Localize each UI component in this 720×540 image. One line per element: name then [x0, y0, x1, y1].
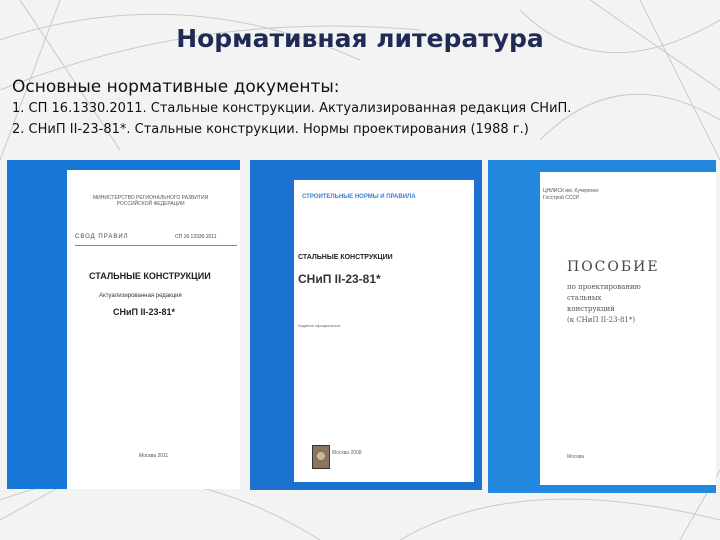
cover-series: СТРОИТЕЛЬНЫЕ НОРМЫ И ПРАВИЛА: [302, 194, 416, 200]
slide-subtitle: Основные нормативные документы:: [12, 77, 340, 97]
cover-page: [540, 172, 716, 485]
cover-publisher: МИНИСТЕРСТВО РЕГИОНАЛЬНОГО РАЗВИТИЯ РОССИЙСКОЙ ФЕДЕРАЦИИ: [93, 195, 209, 207]
manual-cover-image: [488, 160, 716, 493]
cover-city: Москва: [567, 454, 585, 460]
slide-title: Нормативная литература: [176, 24, 544, 53]
cover-official-note: Издание официальное: [298, 323, 341, 328]
cover-title: ПОСОБИЕ: [567, 259, 660, 275]
cover-series: СВОД ПРАВИЛ: [75, 234, 129, 240]
cover-topic: СТАЛЬНЫЕ КОНСТРУКЦИИ: [298, 254, 393, 261]
cover-topic: СТАЛЬНЫЕ КОНСТРУКЦИИ: [89, 271, 211, 281]
cover-city-year: Москва 2008: [332, 450, 362, 456]
cover-snip-code: СНиП II-23-81*: [113, 307, 176, 317]
document-list-item: 1. СП 16.1330.2011. Стальные конструкции. Актуализированная редакция СНиП.: [12, 101, 572, 116]
cover-snip-code: СНиП II-23-81*: [298, 272, 381, 286]
cover-code: СП 16.13330.2011: [175, 234, 217, 240]
cover-page: [67, 170, 240, 489]
cover-page: [294, 180, 474, 482]
cover-divider: [75, 245, 237, 246]
cover-organization: ЦНИИСК им. Кучеренко Госстрой СССР: [543, 188, 599, 201]
cover-edition: Актуализированная редакция: [99, 293, 182, 299]
cover-city-year: Москва 2011: [139, 453, 169, 459]
document-list-item: 2. СНиП II-23-81*. Стальные конструкции. Нормы проектирования (1988 г.): [12, 122, 529, 137]
sp-cover-image: [7, 160, 240, 489]
snip-cover-image: [250, 160, 482, 490]
emblem-icon: [312, 445, 330, 469]
cover-subtitle: по проектированию стальных конструкций (к СНиП II-23-81*): [567, 283, 641, 324]
